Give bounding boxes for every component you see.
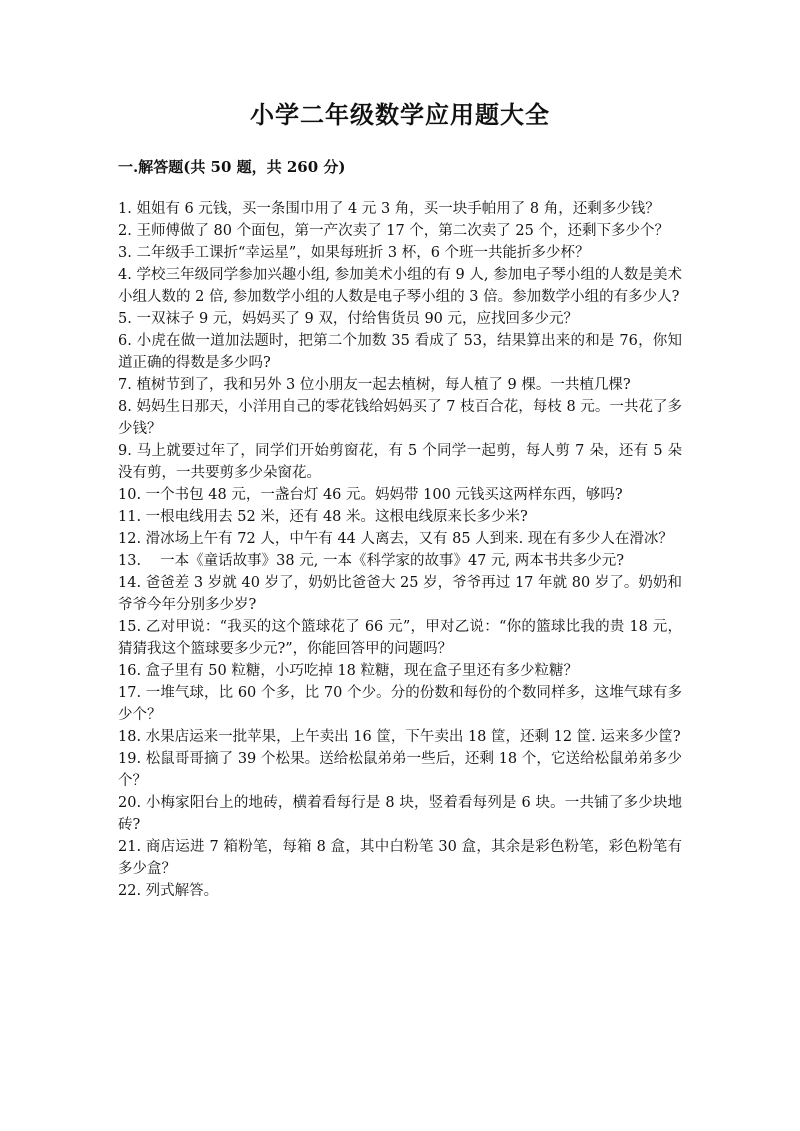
question-14: 14. 爸爸差 3 岁就 40 岁了，奶奶比爸爸大 25 岁，爷爷再过 17 年就 80 岁了。奶奶和爷爷今年分别多少岁? — [118, 575, 682, 613]
question-4: 4. 学校三年级同学参加兴趣小组, 参加美术小组的有 9 人, 参加电子琴小组的人数是美术小组人数的 2 倍, 参加数学小组的人数是电子琴小组的 3 倍。参加数学小组的有多少人? — [118, 267, 682, 305]
question-20: 20. 小梅家阳台上的地砖，横着看每行是 8 块，竖着看每列是 6 块。一共铺了多少块地砖? — [118, 795, 682, 833]
question-11: 11. 一根电线用去 52 米，还有 48 米。这根电线原来长多少米? — [118, 509, 528, 525]
question-3: 3. 二年级手工课折“幸运星”，如果每班折 3 杯，6 个班一共能折多少杯？ — [118, 245, 590, 261]
question-10: 10. 一个书包 48 元，一盏台灯 46 元。妈妈带 100 元钱买这两样东西，够吗? — [118, 487, 623, 503]
question-2: 2. 王师傅做了 80 个面包，第一产次卖了 17 个，第二次卖了 25 个，还剩下多少个？ — [118, 223, 669, 239]
question-5: 5. 一双袜子 9 元，妈妈买了 9 双，付给售货员 90 元，应找回多少元？ — [118, 311, 578, 327]
question-1: 1. 姐姐有 6 元钱，买一条围巾用了 4 元 3 角，买一块手帕用了 8 角，还剩多少钱？ — [118, 201, 660, 217]
section-heading: 一.解答题(共 50 题，共 260 分) — [118, 158, 346, 176]
question-17: 17. 一堆气球，比 60 个多，比 70 个少。分的份数和每份的个数同样多，这堆气球有多少个？ — [118, 685, 682, 723]
question-21: 21. 商店运进 7 箱粉笔，每箱 8 盒，其中白粉笔 30 盒，其余是彩色粉笔，彩色粉笔有多少盒？ — [118, 839, 682, 877]
question-6: 6. 小虎在做一道加法题时，把第二个加数 35 看成了 53，结果算出来的和是 76，你知道正确的得数是多少吗? — [118, 333, 682, 371]
question-list — [118, 198, 682, 902]
question-18: 18. 水果店运来一批苹果，上午卖出 16 筐，下午卖出 18 筐，还剩 12 筐. 运来多少筐? — [118, 729, 681, 745]
question-8: 8. 妈妈生日那天，小洋用自己的零花钱给妈妈买了 7 枝百合花，每枝 8 元。一共花了多少钱？ — [118, 399, 682, 437]
question-9: 9. 马上就要过年了，同学们开始剪窗花，有 5 个同学一起剪，每人剪 7 朵，还有 5 朵没有剪，一共要剪多少朵窗花。 — [118, 443, 682, 481]
question-7: 7. 植树节到了，我和另外 3 位小朋友一起去植树，每人植了 9 棵。一共植几棵? — [118, 377, 631, 393]
question-12: 12. 滑冰场上午有 72 人，中午有 44 人离去，又有 85 人到来. 现在有多少人在滑冰？ — [118, 531, 673, 547]
question-13: 13. 一本《童话故事》38 元, 一本《科学家的故事》47 元, 两本书共多少元? — [118, 553, 624, 569]
question-16: 16. 盒子里有 50 粒糖，小巧吃掉 18 粒糖，现在盒子里还有多少粒糖？ — [118, 663, 579, 679]
question-22: 22. 列式解答。 — [118, 883, 219, 899]
question-19: 19. 松鼠哥哥摘了 39 个松果。送给松鼠弟弟一些后，还剩 18 个，它送给松鼠弟弟多少个？ — [118, 751, 682, 789]
question-15: 15. 乙对甲说：“我买的这个篮球花了 66 元”，甲对乙说：“你的篮球比我的贵 18 元，猜猜我这个篮球要多少元?”，你能回答甲的问题吗？ — [118, 619, 682, 657]
document-title: 小学二年级数学应用题大全 — [250, 100, 550, 129]
